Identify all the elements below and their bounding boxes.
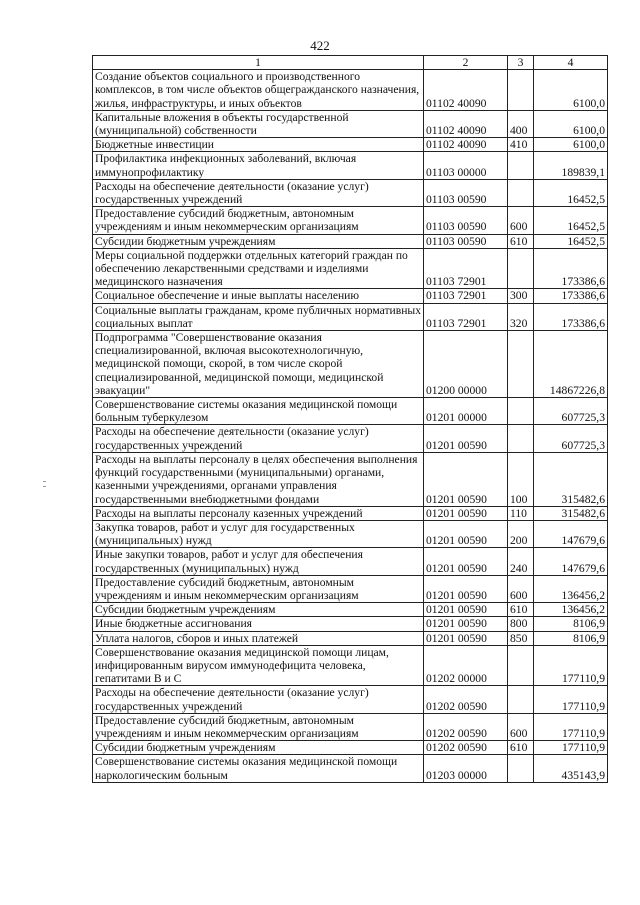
row-type-cell: 610 [508, 234, 534, 248]
row-code-cell: 01201 00590 [424, 617, 508, 631]
table-row [93, 398, 608, 425]
row-code-cell: 01102 40090 [424, 110, 508, 137]
row-sum-cell: 6100,0 [534, 110, 608, 137]
row-code-cell: 01103 00000 [424, 152, 508, 179]
row-sum-cell: 177110,9 [534, 645, 608, 686]
row-name-cell: Подпрограмма "Совершенствование оказания специализированной, включая высокотехнологичную, медицинской помощи, скорой, в том числе скорой специализированной, медицинской помощи, медицинской эвакуации" [93, 331, 424, 398]
row-name-cell: Совершенствование системы оказания медицинской помощи наркологическим больным [93, 755, 424, 782]
row-sum-cell: 16452,5 [534, 179, 608, 206]
table-row [93, 179, 608, 206]
row-sum-cell: 315482,6 [534, 452, 608, 506]
row-sum-cell: 173386,6 [534, 289, 608, 303]
row-type-cell [508, 152, 534, 179]
row-code-cell: 01103 72901 [424, 248, 508, 289]
header-col-3: 3 [508, 56, 534, 70]
row-name-cell: Субсидии бюджетным учреждениям [93, 603, 424, 617]
table-row [93, 425, 608, 452]
row-name-cell: Закупка товаров, работ и услуг для государственных (муниципальных) нужд [93, 520, 424, 547]
table-row [93, 617, 608, 631]
row-sum-cell: 173386,6 [534, 303, 608, 330]
header-col-1: 1 [93, 56, 424, 70]
row-sum-cell: 607725,3 [534, 425, 608, 452]
table-row [93, 575, 608, 602]
row-name-cell: Расходы на выплаты персоналу в целях обеспечения выполнения функций государственными (муниципальными) органами, казенными учреждениями, органами управления государственными внебюджетными фондами [93, 452, 424, 506]
row-code-cell: 01201 00590 [424, 520, 508, 547]
row-code-cell: 01103 00590 [424, 234, 508, 248]
row-name-cell: Субсидии бюджетным учреждениям [93, 234, 424, 248]
row-name-cell: Субсидии бюджетным учреждениям [93, 741, 424, 755]
row-sum-cell: 177110,9 [534, 741, 608, 755]
table-row [93, 331, 608, 398]
row-type-cell [508, 686, 534, 713]
row-type-cell: 410 [508, 138, 534, 152]
row-name-cell: Предоставление субсидий бюджетным, автономным учреждениям и иным некоммерческим организациям [93, 575, 424, 602]
row-name-cell: Капитальные вложения в объекты государственной (муниципальной) собственности [93, 110, 424, 137]
row-sum-cell: 177110,9 [534, 713, 608, 740]
table-row [93, 289, 608, 303]
margin-mark [43, 481, 46, 482]
row-sum-cell: 6100,0 [534, 70, 608, 111]
row-type-cell [508, 425, 534, 452]
row-sum-cell: 177110,9 [534, 686, 608, 713]
table-row [93, 152, 608, 179]
row-type-cell [508, 70, 534, 111]
row-type-cell: 400 [508, 110, 534, 137]
table-row [93, 506, 608, 520]
page-number: 422 [310, 38, 330, 53]
row-name-cell: Предоставление субсидий бюджетным, автономным учреждениям и иным некоммерческим организациям [93, 713, 424, 740]
table-row [93, 645, 608, 686]
row-type-cell: 800 [508, 617, 534, 631]
row-name-cell: Совершенствование оказания медицинской помощи лицам, инфицированным вирусом иммунодефицита человека, гепатитами B и C [93, 645, 424, 686]
table-row [93, 110, 608, 137]
table-row [93, 548, 608, 575]
row-type-cell: 600 [508, 207, 534, 234]
table-row [93, 248, 608, 289]
row-type-cell [508, 398, 534, 425]
row-code-cell: 01103 00590 [424, 207, 508, 234]
row-type-cell: 610 [508, 603, 534, 617]
table-row [93, 741, 608, 755]
row-sum-cell: 14867226,8 [534, 331, 608, 398]
row-name-cell: Меры социальной поддержки отдельных категорий граждан по обеспечению лекарственными средствами и изделиями медицинского назначения [93, 248, 424, 289]
row-type-cell [508, 755, 534, 782]
row-name-cell: Иные закупки товаров, работ и услуг для обеспечения государственных (муниципальных) нужд [93, 548, 424, 575]
table-row [93, 138, 608, 152]
row-code-cell: 01103 00590 [424, 179, 508, 206]
row-sum-cell: 16452,5 [534, 207, 608, 234]
row-sum-cell: 8106,9 [534, 631, 608, 645]
row-type-cell: 100 [508, 452, 534, 506]
table-header [93, 56, 608, 70]
table-row [93, 603, 608, 617]
row-name-cell: Совершенствование системы оказания медицинской помощи больным туберкулезом [93, 398, 424, 425]
row-code-cell: 01201 00590 [424, 575, 508, 602]
row-sum-cell: 16452,5 [534, 234, 608, 248]
table-row [93, 755, 608, 782]
row-name-cell: Предоставление субсидий бюджетным, автономным учреждениям и иным некоммерческим организациям [93, 207, 424, 234]
row-name-cell: Иные бюджетные ассигнования [93, 617, 424, 631]
row-code-cell: 01203 00000 [424, 755, 508, 782]
row-code-cell: 01103 72901 [424, 289, 508, 303]
row-sum-cell: 607725,3 [534, 398, 608, 425]
header-row [93, 56, 608, 70]
table-row [93, 303, 608, 330]
row-type-cell [508, 645, 534, 686]
row-sum-cell: 189839,1 [534, 152, 608, 179]
row-code-cell: 01201 00590 [424, 548, 508, 575]
row-type-cell: 240 [508, 548, 534, 575]
table-row [93, 234, 608, 248]
row-name-cell: Социальные выплаты гражданам, кроме публичных нормативных социальных выплат [93, 303, 424, 330]
row-name-cell: Расходы на обеспечение деятельности (оказание услуг) государственных учреждений [93, 179, 424, 206]
table-row [93, 713, 608, 740]
row-code-cell: 01202 00590 [424, 741, 508, 755]
table-row [93, 686, 608, 713]
row-sum-cell: 315482,6 [534, 506, 608, 520]
table-row [93, 452, 608, 506]
row-type-cell: 850 [508, 631, 534, 645]
row-code-cell: 01201 00590 [424, 603, 508, 617]
row-type-cell: 600 [508, 713, 534, 740]
row-name-cell: Создание объектов социального и производственного комплексов, в том числе объектов общегражданского назначения, жилья, инфраструктуры, и иных объектов [93, 70, 424, 111]
row-code-cell: 01200 00000 [424, 331, 508, 398]
row-name-cell: Социальное обеспечение и иные выплаты населению [93, 289, 424, 303]
row-type-cell: 320 [508, 303, 534, 330]
row-sum-cell: 8106,9 [534, 617, 608, 631]
row-name-cell: Бюджетные инвестиции [93, 138, 424, 152]
row-name-cell: Расходы на обеспечение деятельности (оказание услуг) государственных учреждений [93, 686, 424, 713]
row-name-cell: Расходы на выплаты персоналу казенных учреждений [93, 506, 424, 520]
budget-table [92, 55, 608, 783]
table-row [93, 631, 608, 645]
row-sum-cell: 147679,6 [534, 548, 608, 575]
row-type-cell [508, 331, 534, 398]
row-sum-cell: 136456,2 [534, 575, 608, 602]
row-code-cell: 01201 00590 [424, 425, 508, 452]
row-type-cell: 600 [508, 575, 534, 602]
header-col-4: 4 [534, 56, 608, 70]
row-type-cell: 610 [508, 741, 534, 755]
row-type-cell [508, 248, 534, 289]
row-sum-cell: 6100,0 [534, 138, 608, 152]
row-sum-cell: 173386,6 [534, 248, 608, 289]
row-name-cell: Уплата налогов, сборов и иных платежей [93, 631, 424, 645]
header-col-2: 2 [424, 56, 508, 70]
row-code-cell: 01201 00590 [424, 631, 508, 645]
row-code-cell: 01102 40090 [424, 138, 508, 152]
row-type-cell: 110 [508, 506, 534, 520]
row-sum-cell: 136456,2 [534, 603, 608, 617]
row-code-cell: 01202 00590 [424, 713, 508, 740]
row-code-cell: 01201 00000 [424, 398, 508, 425]
row-code-cell: 01103 72901 [424, 303, 508, 330]
row-name-cell: Расходы на обеспечение деятельности (оказание услуг) государственных учреждений [93, 425, 424, 452]
table-row [93, 207, 608, 234]
table-row [93, 520, 608, 547]
row-type-cell [508, 179, 534, 206]
margin-mark [43, 486, 46, 487]
row-code-cell: 01202 00000 [424, 645, 508, 686]
row-sum-cell: 147679,6 [534, 520, 608, 547]
row-code-cell: 01202 00590 [424, 686, 508, 713]
row-code-cell: 01201 00590 [424, 452, 508, 506]
row-code-cell: 01201 00590 [424, 506, 508, 520]
row-type-cell: 300 [508, 289, 534, 303]
row-name-cell: Профилактика инфекционных заболеваний, включая иммунопрофилактику [93, 152, 424, 179]
table-row [93, 70, 608, 111]
row-code-cell: 01102 40090 [424, 70, 508, 111]
table-body [93, 70, 608, 783]
row-sum-cell: 435143,9 [534, 755, 608, 782]
row-type-cell: 200 [508, 520, 534, 547]
